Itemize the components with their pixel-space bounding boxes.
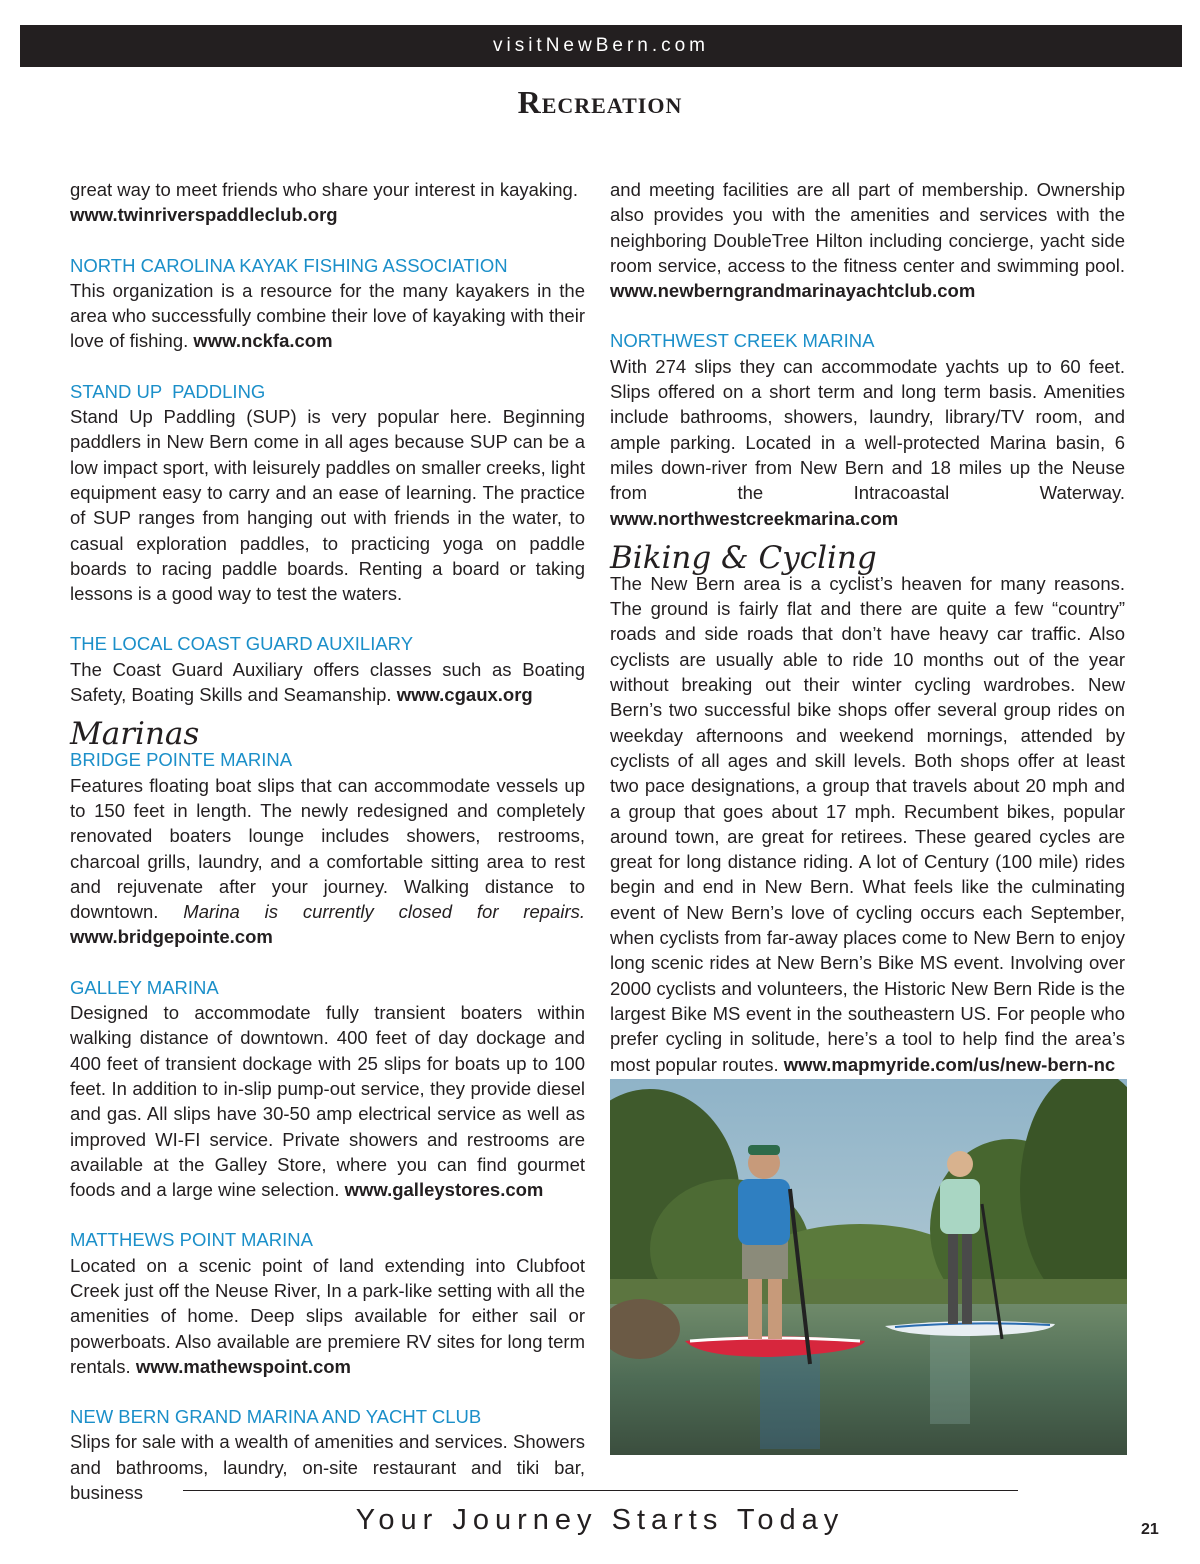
- bridge-pointe-heading: BRIDGE POINTE MARINA: [70, 749, 293, 771]
- paddle-club-text: great way to meet friends who share your interest in kayaking.: [70, 179, 578, 200]
- coast-guard-heading: THE LOCAL COAST GUARD AUXILIARY: [70, 633, 414, 655]
- bridge-pointe-link[interactable]: www.bridgepointe.com: [70, 926, 273, 948]
- site-banner: [20, 25, 1182, 67]
- footer-tagline: Your Journey Starts Today: [355, 1504, 845, 1536]
- coast-guard-link[interactable]: www.cgaux.org: [396, 684, 533, 706]
- paddle-club-link[interactable]: www.twinriverspaddleclub.org: [70, 204, 338, 226]
- northwest-block: [610, 328, 1125, 530]
- matthews-block: [70, 1227, 585, 1379]
- grand-marina-text: Slips for sale with a wealth of amenities and services. Showers and bathrooms, laundry, on-site restaurant and tiki bar, business: [70, 1431, 585, 1504]
- paddleboard-photo: [610, 1079, 1127, 1455]
- marinas-heading: Marinas: [70, 716, 200, 753]
- bridge-pointe-text: Features floating boat slips that can accommodate vessels up to 150 feet in length. The newly redesigned and completely renovated boaters lounge includes showers, restrooms, charcoal grills, laundry, and a comfortable sitting area to rest and rejuvenate after your journey. Walking distance to downtown.: [70, 774, 585, 923]
- biking-text: The New Bern area is a cyclist’s heaven for many reasons. The ground is fairly flat and there are quite a few “country” roads and side roads that don’t have heavy car traffic. Also cyclists are usually able to ride 10 months out of the year without breaking out their winter cycling wardrobes. New Bern’s two successful bike shops offer several group rides on weekday afternoons and weekend mornings, attended by cyclists of all ages and skill levels. Both shops offer at least two pace designations, a group that travels about 20 mph and a group that goes about 17 mph. Recumbent bikes, popular around town, are great for retirees. These geared cycles are great for long distance riding. A lot of Century (100 mile) rides begin and end in New Bern. What feels like the culminating event of New Bern’s love of cycling occurs each September, when cyclists from far-away places come to New Bern to enjoy long scenic rides at New Bern’s Bike MS event. Involving over 2000 cyclists and volunteers, the Historic New Bern Ride is the largest Bike MS event in the southeastern US. For people who prefer cycling in solitude, here’s a tool to help find the area’s most popular routes.: [610, 572, 1125, 1075]
- sup-block: [70, 379, 585, 607]
- sup-text: Stand Up Paddling (SUP) is very popular here. Beginning paddlers in New Bern come in all ages because SUP can be a low impact sport, with leisurely paddles on smaller creeks, light equipment easy to carry and an ease of learning. The practice of SUP ranges from hanging out with friends in the water, to casual exploration paddles, to practicing yoga on paddle boards to racing paddle boards. Renting a board or taking lessons is a good way to test the waters.: [70, 406, 585, 605]
- galley-text: Designed to accommodate fully transient boaters within walking distance of downtown. 400 feet of day dockage and 400 feet of transient dockage with 25 slips for boats up to 100 feet. In addition to in-slip pump-out service, they provide diesel and gas. All slips have 30-50 amp electrical service as well as improved WI-FI service. Private showers and restrooms are available at the Galley Store, where you can find gourmet foods and a large wine selection.: [70, 1002, 585, 1201]
- nckfa-text: This organization is a resource for the many kayakers in the area who successfully combine their love of kayaking with their love of fishing.: [70, 279, 585, 352]
- nckfa-heading: NORTH CAROLINA KAYAK FISHING ASSOCIATION: [70, 254, 508, 276]
- coast-guard-text: The Coast Guard Auxiliary offers classes such as Boating Safety, Boating Skills and Seamanship.: [70, 658, 585, 706]
- galley-heading: GALLEY MARINA: [70, 976, 219, 998]
- matthews-text: Located on a scenic point of land extending into Clubfoot Creek just off the Neuse River, In a park-like setting with all the amenities of home. Deep slips available for either sail or powerboats. Also available are premiere RV sites for long term rentals.: [70, 1254, 585, 1377]
- galley-block: [70, 975, 585, 1203]
- nckfa-link[interactable]: www.nckfa.com: [193, 330, 333, 352]
- grand-marina-heading: NEW BERN GRAND MARINA AND YACHT CLUB: [70, 1406, 482, 1428]
- sup-heading: STAND UP PADDLING: [70, 380, 266, 402]
- bridge-pointe-block: [70, 747, 585, 949]
- biking-heading: Biking & Cycling: [610, 539, 877, 576]
- coast-guard-block: [70, 631, 585, 707]
- left-column: [70, 177, 585, 1530]
- paddleboard-photo-illustration: [610, 1079, 1127, 1455]
- matthews-link[interactable]: www.mathewspoint.com: [135, 1355, 351, 1377]
- grand-marina-continued-text: and meeting facilities are all part of membership. Ownership also provides you with the amenities and services with the neighboring DoubleTree Hilton including concierge, yacht side room service, access to the fitness center and swimming pool.: [610, 179, 1125, 276]
- page-number: 21: [1141, 1521, 1159, 1538]
- northwest-link[interactable]: www.northwestcreekmarina.com: [610, 507, 899, 529]
- northwest-text: With 274 slips they can accommodate yachts up to 60 feet. Slips offered on a short term and long term basis. Amenities include bathrooms, showers, laundry, library/TV room, and ample parking. Located in a well-protected Marina basin, 6 miles down-river from New Bern and 18 miles up the Neuse from the Intracoastal Waterway.: [610, 355, 1125, 504]
- galley-link[interactable]: www.galleystores.com: [344, 1179, 544, 1201]
- page-title: Recreation: [517, 84, 683, 120]
- footer-divider: [183, 1490, 1018, 1491]
- biking-link[interactable]: www.mapmyride.com/us/new-bern-nc: [783, 1053, 1116, 1075]
- grand-marina-continued-block: [610, 177, 1125, 303]
- site-name: visitNewBern.com: [492, 35, 710, 56]
- grand-marina-link[interactable]: www.newberngrandmarinayachtclub.com: [610, 280, 976, 302]
- bridge-pointe-note: Marina is currently closed for repairs.: [183, 901, 585, 923]
- matthews-heading: MATTHEWS POINT MARINA: [70, 1229, 313, 1251]
- right-column: [610, 177, 1125, 1102]
- northwest-heading: NORTHWEST CREEK MARINA: [610, 330, 875, 352]
- biking-block: [610, 571, 1125, 1077]
- nckfa-block: [70, 253, 585, 354]
- paddle-club-block: [70, 177, 585, 228]
